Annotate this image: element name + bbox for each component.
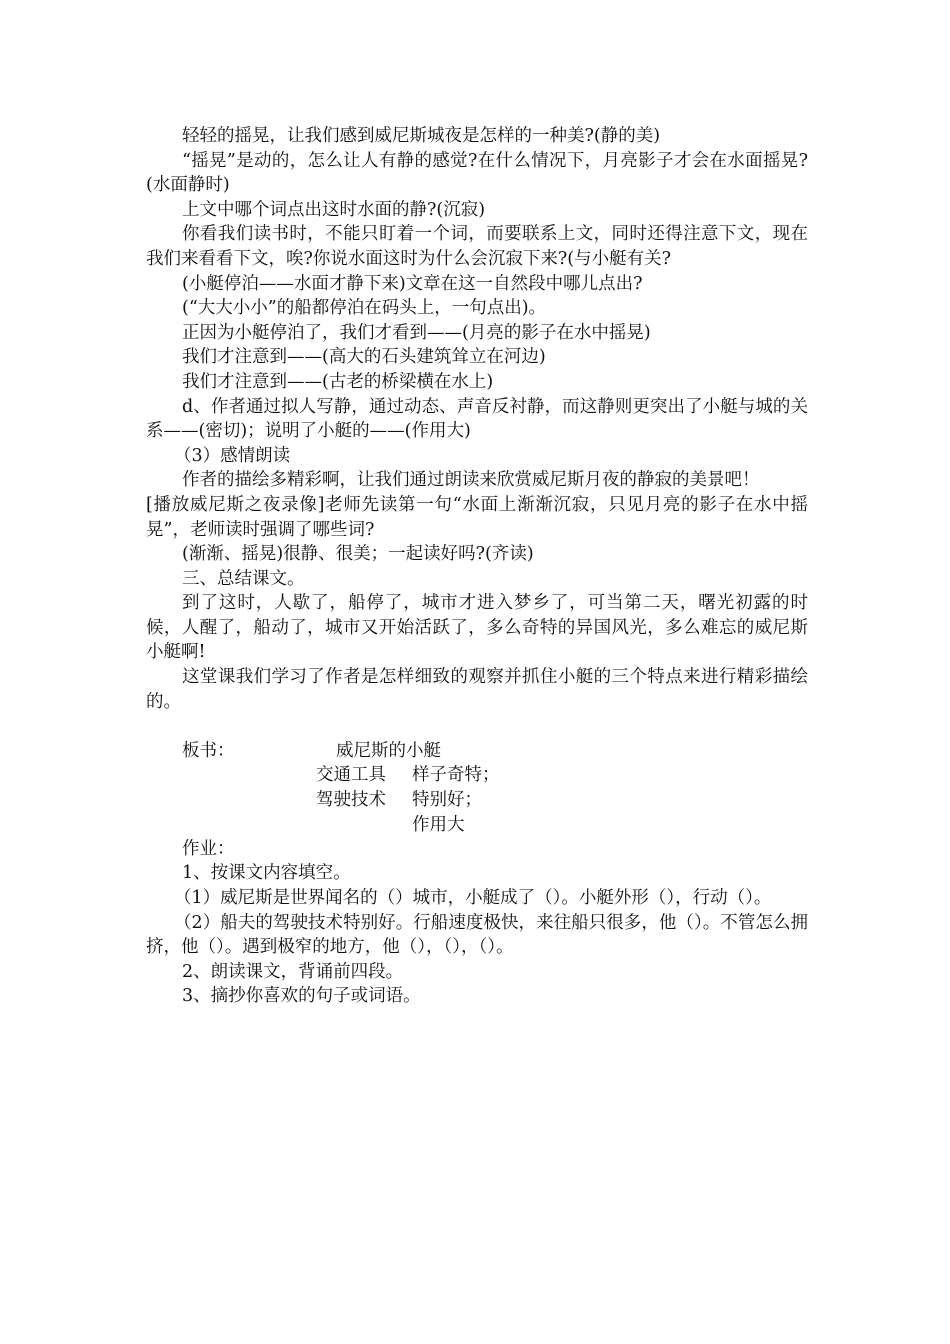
paragraph: (“大大小小”的船都停泊在码头上，一句点出)。 bbox=[182, 298, 547, 319]
paragraph: 上文中哪个词点出这时水面的静?(沉寂) bbox=[182, 199, 486, 220]
board-label: 板书： bbox=[182, 740, 235, 761]
paragraph: 轻轻的摇晃，让我们感到威尼斯城夜是怎样的一种美?(静的美) bbox=[182, 126, 661, 146]
homework-heading: 作业： bbox=[182, 838, 235, 859]
board-title: 威尼斯的小艇 bbox=[336, 740, 441, 761]
board-item: 驾驶技术 bbox=[316, 790, 386, 811]
board-item: 交通工具 bbox=[316, 765, 386, 786]
paragraph: 到了这时，人歇了，船停了，城市才进入梦乡了，可当第二天，曙光初露的时候，人醒了，船动了，城市又开始活跃了，多么奇特的异国风光，多么难忘的威尼斯小艇啊! bbox=[146, 593, 808, 663]
homework-item: 3、摘抄你喜欢的句子或词语。 bbox=[182, 986, 421, 1007]
homework-subitem: （1）威尼斯是世界闻名的（）城市，小艇成了（）。小艇外形（），行动（）。 bbox=[174, 888, 772, 909]
blank-line bbox=[146, 714, 808, 739]
homework-subitem: （2）船夫的驾驶技术特别好。行船速度极快，来往船只很多，他（）。不管怎么拥挤，他（）。遇到极窄的地方，他（），（），（）。 bbox=[146, 912, 808, 958]
paragraph: (渐渐、摇晃)很静、很美；一起读好吗?(齐读) bbox=[182, 544, 534, 565]
paragraph: 我们才注意到——(高大的石头建筑耸立在河边) bbox=[182, 347, 546, 368]
board-item: 样子奇特； bbox=[412, 765, 500, 786]
paragraph: 你看我们读书时，不能只盯着一个词，而要联系上文，同时还得注意下文，现在我们来看看下文，唉?你说水面这时为什么会沉寂下来?(与小艇有关? bbox=[146, 224, 808, 269]
board-item: 作用大 bbox=[412, 814, 465, 835]
blackboard-summary bbox=[146, 739, 808, 837]
paragraph: d、作者通过拟人写静，通过动态、声音反衬静，而这静则更突出了小艇与城的关系——(密切)；说明了小艇的——(作用大) bbox=[146, 396, 808, 442]
section-heading: （3）感情朗读 bbox=[174, 445, 291, 466]
paragraph: 作者的描绘多精彩啊，让我们通过朗读来欣赏威尼斯月夜的静寂的美景吧！ bbox=[182, 470, 760, 491]
document-body bbox=[146, 124, 808, 1009]
paragraph: 正因为小艇停泊了，我们才看到——(月亮的影子在水中摇晃) bbox=[182, 322, 651, 343]
homework-item: 2、朗读课文，背诵前四段。 bbox=[182, 961, 404, 982]
paragraph: [播放威尼斯之夜录像]老师先读第一句“水面上渐渐沉寂，只见月亮的影子在水中摇晃”，老师读时强调了哪些词? bbox=[146, 494, 808, 540]
homework-item: 1、按课文内容填空。 bbox=[182, 863, 351, 884]
paragraph: (小艇停泊——水面才静下来)文章在这一自然段中哪儿点出? bbox=[182, 273, 643, 294]
paragraph: 这堂课我们学习了作者是怎样细致的观察并抓住小艇的三个特点来进行精彩描绘的。 bbox=[146, 667, 808, 712]
section-heading: 三、总结课文。 bbox=[182, 568, 305, 589]
paragraph: “摇晃”是动的，怎么让人有静的感觉?在什么情况下，月亮影子才会在水面摇晃? (水面静时) bbox=[146, 150, 808, 196]
paragraph: 我们才注意到——(古老的桥梁横在水上) bbox=[182, 371, 494, 392]
board-item: 特别好； bbox=[412, 790, 482, 811]
